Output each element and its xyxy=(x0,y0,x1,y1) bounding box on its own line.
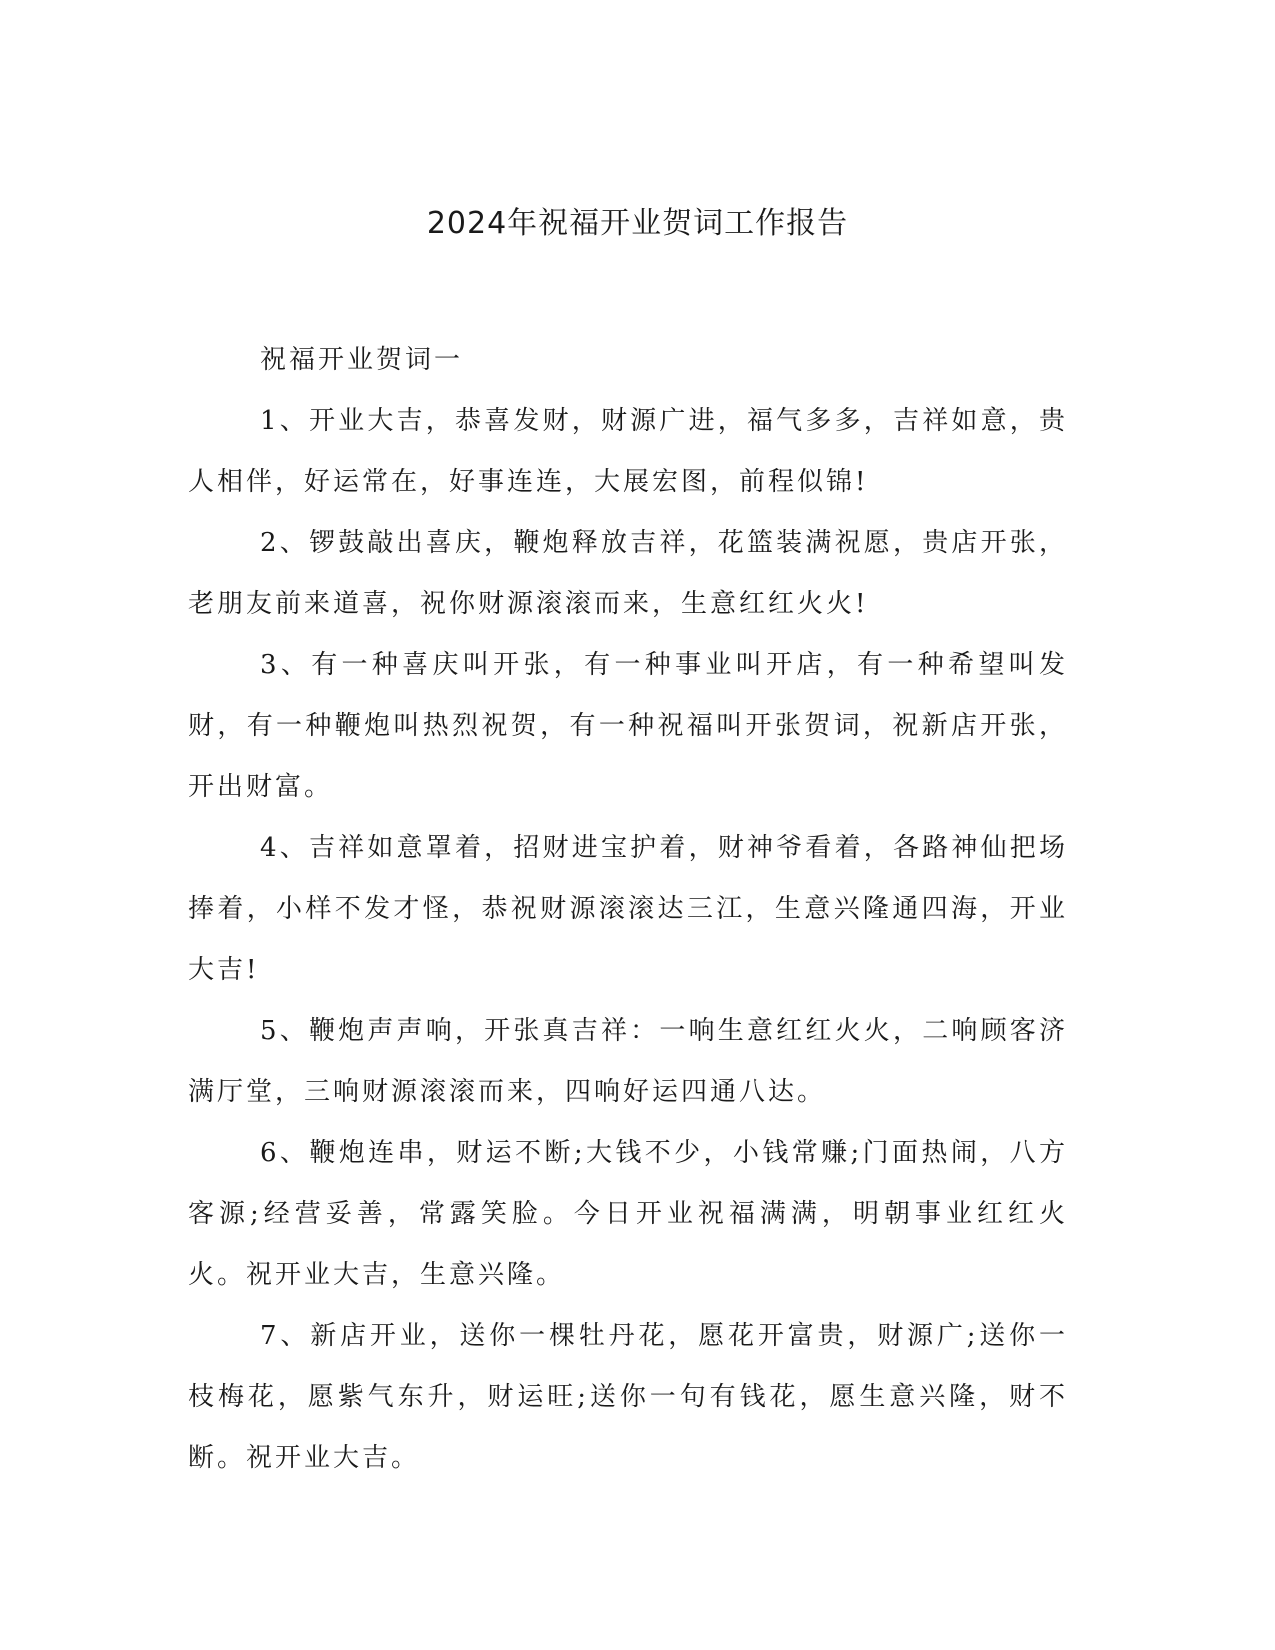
paragraph-3: 3、有一种喜庆叫开张，有一种事业叫开店，有一种希望叫发财，有一种鞭炮叫热烈祝贺，有一种祝福叫开张贺词，祝新店开张，开出财富。 xyxy=(188,650,1068,802)
section-heading: 祝福开业贺词一 xyxy=(260,345,464,375)
paragraph-7: 7、新店开业，送你一棵牡丹花，愿花开富贵，财源广;送你一枝梅花，愿紫气东升，财运旺;送你一句有钱花，愿生意兴隆，财不断。祝开业大吉。 xyxy=(188,1321,1068,1473)
document-body xyxy=(188,330,1068,1489)
paragraph-5: 5、鞭炮声声响，开张真吉祥：一响生意红红火火，二响顾客济满厅堂，三响财源滚滚而来，四响好运四通八达。 xyxy=(188,1016,1068,1107)
paragraph-6: 6、鞭炮连串，财运不断;大钱不少，小钱常赚;门面热闹，八方客源;经营妥善，常露笑脸。今日开业祝福满满，明朝事业红红火火。祝开业大吉，生意兴隆。 xyxy=(188,1138,1068,1290)
paragraph-2: 2、锣鼓敲出喜庆，鞭炮释放吉祥，花篮装满祝愿，贵店开张，老朋友前来道喜，祝你财源滚滚而来，生意红红火火! xyxy=(188,528,1068,619)
paragraph-4: 4、吉祥如意罩着，招财进宝护着，财神爷看着，各路神仙把场捧着，小样不发才怪，恭祝财源滚滚达三江，生意兴隆通四海，开业大吉! xyxy=(188,833,1068,985)
paragraph-1: 1、开业大吉，恭喜发财，财源广进，福气多多，吉祥如意，贵人相伴，好运常在，好事连连，大展宏图，前程似锦! xyxy=(188,406,1068,497)
document-title: 2024年祝福开业贺词工作报告 xyxy=(426,206,849,241)
